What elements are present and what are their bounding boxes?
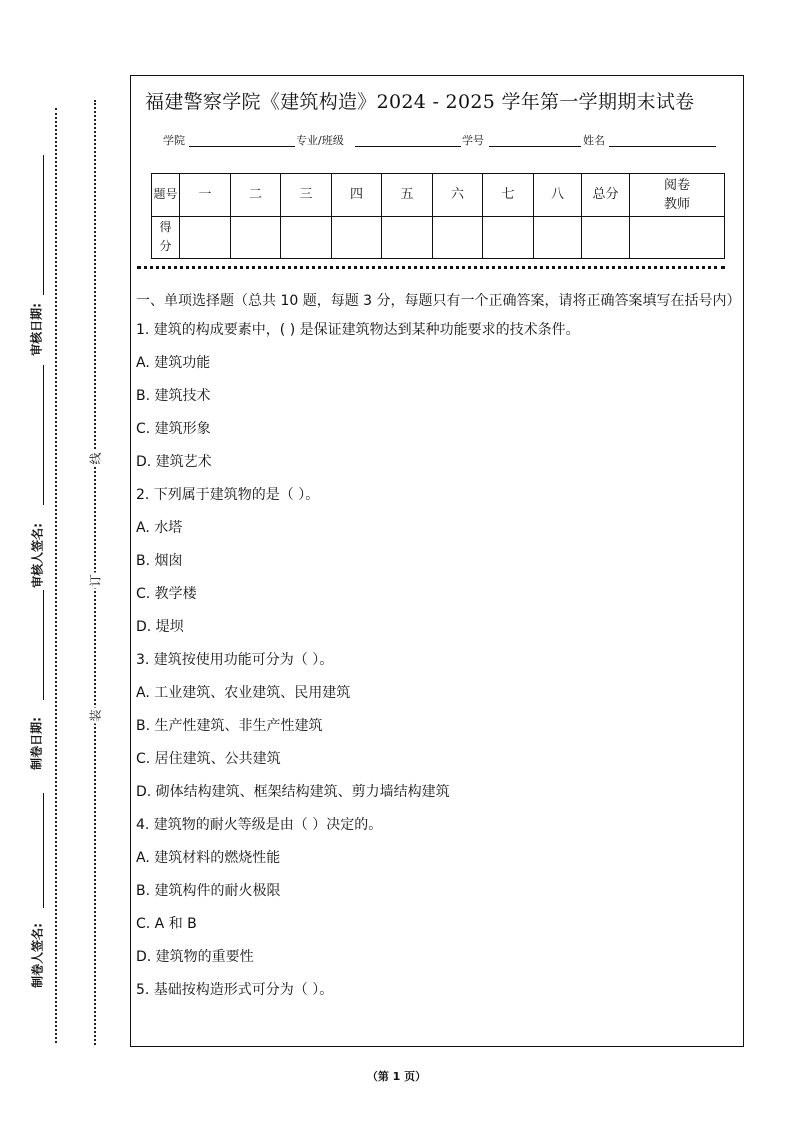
option-1d: D. 建筑艺术	[136, 454, 212, 470]
score-cell-1[interactable]	[180, 216, 231, 259]
option-1a: A. 建筑功能	[136, 355, 211, 371]
option-3b: B. 生产性建筑、非生产性建筑	[136, 718, 323, 734]
option-4d: D. 建筑物的重要性	[136, 949, 254, 965]
option-1b: B. 建筑技术	[136, 388, 211, 404]
score-cell-total[interactable]	[582, 216, 630, 259]
score-cell-7[interactable]	[483, 216, 534, 259]
exam-date-line	[43, 590, 44, 700]
option-3d: D. 砌体结构建筑、框架结构建筑、剪力墙结构建筑	[136, 784, 450, 800]
exam-maker-signature-line	[43, 793, 44, 908]
question-3: 3. 建筑按使用功能可分为（ ）。	[136, 652, 334, 668]
question-section	[136, 290, 741, 1010]
option-3a: A. 工业建筑、农业建筑、民用建筑	[136, 685, 351, 701]
review-date-line	[43, 155, 44, 295]
section-header-1: 一	[180, 174, 231, 217]
separator-dotted-line	[137, 266, 725, 269]
section-header-2: 二	[231, 174, 281, 217]
option-1c: C. 建筑形象	[136, 421, 211, 437]
score-row-label: 得分	[152, 216, 180, 259]
option-2a: A. 水塔	[136, 520, 183, 536]
section-header-6: 六	[433, 174, 483, 217]
student-id-field[interactable]	[489, 146, 581, 147]
option-3c: C. 居住建筑、公共建筑	[136, 751, 281, 767]
outer-dotted-line	[55, 108, 57, 1043]
question-5: 5. 基础按构造形式可分为（ ）。	[136, 982, 334, 998]
question-1: 1. 建筑的构成要素中，( ) 是保证建筑物达到某种功能要求的技术条件。	[136, 322, 580, 338]
grader-header: 阅卷教师	[630, 174, 725, 217]
score-table-score-row	[152, 216, 725, 259]
bind-char-staple: 订	[88, 574, 103, 587]
exam-title: 福建警察学院《建筑构造》2024 - 2025 学年第一学期期末试卷	[145, 91, 695, 113]
option-2b: B. 烟囱	[136, 553, 183, 569]
bind-char-bind: 装	[88, 709, 103, 722]
exam-maker-signature-label: 制卷人签名:	[30, 923, 45, 988]
option-2d: D. 堤坝	[136, 619, 184, 635]
name-label: 姓名	[583, 134, 605, 147]
section-heading: 一、单项选择题（总共 10 题，每题 3 分，每题只有一个正确答案，请将正确答案填写在括号内）	[136, 293, 741, 309]
option-4a: A. 建筑材料的燃烧性能	[136, 850, 281, 866]
reviewer-signature-line	[43, 365, 44, 505]
student-id-label: 学号	[462, 134, 484, 147]
student-info-row	[163, 130, 723, 150]
question-no-header: 题号	[152, 174, 180, 217]
score-cell-5[interactable]	[382, 216, 433, 259]
college-label: 学院	[163, 134, 185, 147]
score-cell-6[interactable]	[433, 216, 483, 259]
section-header-4: 四	[332, 174, 382, 217]
score-cell-8[interactable]	[534, 216, 582, 259]
score-cell-3[interactable]	[281, 216, 332, 259]
review-date-label: 审核日期:	[29, 303, 44, 356]
score-table	[151, 173, 725, 259]
option-4c: C. A 和 B	[136, 916, 197, 932]
option-2c: C. 教学楼	[136, 586, 197, 602]
section-header-3: 三	[281, 174, 332, 217]
question-2: 2. 下列属于建筑物的是（ ）。	[136, 487, 320, 503]
major-field[interactable]	[355, 146, 461, 147]
major-label: 专业/班级	[296, 134, 344, 147]
college-field[interactable]	[189, 146, 295, 147]
total-score-header: 总分	[582, 174, 630, 217]
reviewer-signature-label: 审核人签名:	[30, 523, 45, 588]
page-number: （第 1 页）	[366, 1070, 427, 1083]
score-table-header-row	[152, 174, 725, 217]
question-4: 4. 建筑物的耐火等级是由（ ）决定的。	[136, 817, 383, 833]
name-field[interactable]	[609, 146, 716, 147]
exam-date-label: 制卷日期:	[29, 717, 44, 770]
option-4b: B. 建筑构件的耐火极限	[136, 883, 281, 899]
score-cell-4[interactable]	[332, 216, 382, 259]
score-cell-grader[interactable]	[630, 216, 725, 259]
section-header-5: 五	[382, 174, 433, 217]
section-header-8: 八	[534, 174, 582, 217]
section-header-7: 七	[483, 174, 534, 217]
score-cell-2[interactable]	[231, 216, 281, 259]
bind-char-line: 线	[88, 452, 103, 465]
